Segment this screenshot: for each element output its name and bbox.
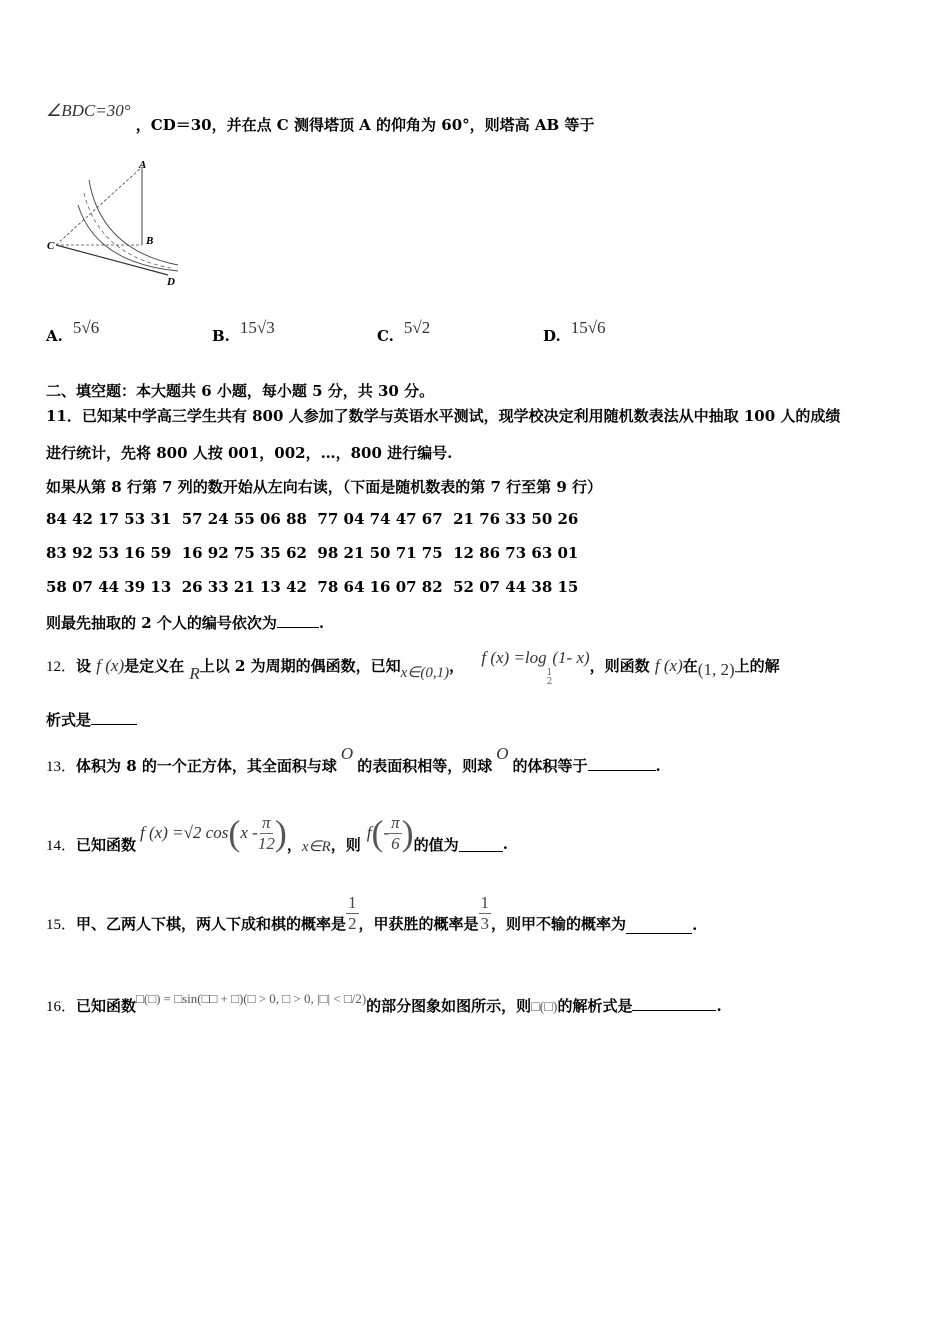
q11-line2: 进行统计，先将 800 人按 001，002，…，800 进行编号. bbox=[46, 444, 453, 462]
answer-blank bbox=[91, 710, 137, 725]
random-table-row: 58 07 44 39 13 26 33 21 13 42 78 64 16 07 82 52 07 44 38 15 bbox=[46, 578, 579, 596]
q10-line bbox=[46, 100, 595, 134]
answer-blank bbox=[626, 919, 692, 934]
q11-line1: 11．已知某中学高三学生共有 800 人参加了数学与英语水平测试，现学校决定利用随机数表法从中抽取 100 人的成绩 bbox=[46, 407, 841, 425]
option-b: B. 15√3 bbox=[212, 318, 275, 345]
q12-line2: 析式是 bbox=[46, 709, 137, 730]
q15-line: 15． 甲、乙两人下棋，两人下成和棋的概率是 $\frac{1}{2}$ ，甲获胜的概率是 $\frac{1}{3}$ ，则甲不输的概率为 . bbox=[46, 893, 698, 934]
label-a: A bbox=[139, 159, 147, 171]
label-c: C bbox=[47, 240, 55, 252]
section-heading: 二、填空题：本大题共 6 小题，每小题 5 分，共 30 分。 bbox=[46, 382, 435, 400]
q10-text: ，CD＝30，并在点 C 测得塔顶 A 的仰角为 60°，则塔高 AB 等于 bbox=[135, 116, 595, 134]
label-b: B bbox=[146, 235, 154, 247]
q11-line3: 如果从第 8 行第 7 列的数开始从左向右读，（下面是随机数表的第 7 行至第 9 行） bbox=[46, 478, 603, 496]
function-expression: □(□) = □sin(□□ + □)(□ > 0, □ > 0, |□| < □/2) bbox=[136, 991, 367, 1006]
label-d: D bbox=[167, 276, 175, 288]
angle-expression: ∠BDC=30° bbox=[46, 101, 131, 120]
answer-blank bbox=[459, 837, 503, 852]
q12-line1: 12．设 f (x)是定义在 R上以 2 为周期的偶函数，已知x∈(0,1)， f (x) =log 1 2 (1- x)，则函数 f (x)在(1, 2)上的解 bbox=[46, 648, 780, 687]
q11-line4: 则最先抽取的 2 个人的编号依次为 . bbox=[46, 614, 325, 632]
answer-blank bbox=[632, 996, 716, 1011]
q14-line: 14． 已知函数 f (x) =√2 cos ( x - $\frac{\pi}{12}$ ) ， x∈R ，则 f ( - $\frac{\pi}{6}$ ) 的值为 . bbox=[46, 812, 508, 855]
option-d: D. 15√6 bbox=[543, 318, 606, 345]
tower-figure bbox=[46, 155, 186, 290]
option-c: C. 5√2 bbox=[377, 318, 431, 345]
answer-blank bbox=[588, 756, 656, 771]
answer-blank bbox=[277, 613, 319, 628]
option-a: A. 5√6 bbox=[46, 318, 100, 345]
random-table-row: 84 42 17 53 31 57 24 55 06 88 77 04 74 47 67 21 76 33 50 26 bbox=[46, 510, 579, 528]
random-table-row: 83 92 53 16 59 16 92 75 35 62 98 21 50 71 75 12 86 73 63 01 bbox=[46, 544, 579, 562]
q16-line: 16．已知函数□(□) = □sin(□□ + □)(□ > 0, □ > 0, |□| < □/2)的部分图象如图所示，则□(□)的解析式是 . bbox=[46, 991, 722, 1015]
q13-line: 13．体积为 8 的一个正方体，其全面积与球O的表面积相等，则球O的体积等于 . bbox=[46, 744, 661, 775]
